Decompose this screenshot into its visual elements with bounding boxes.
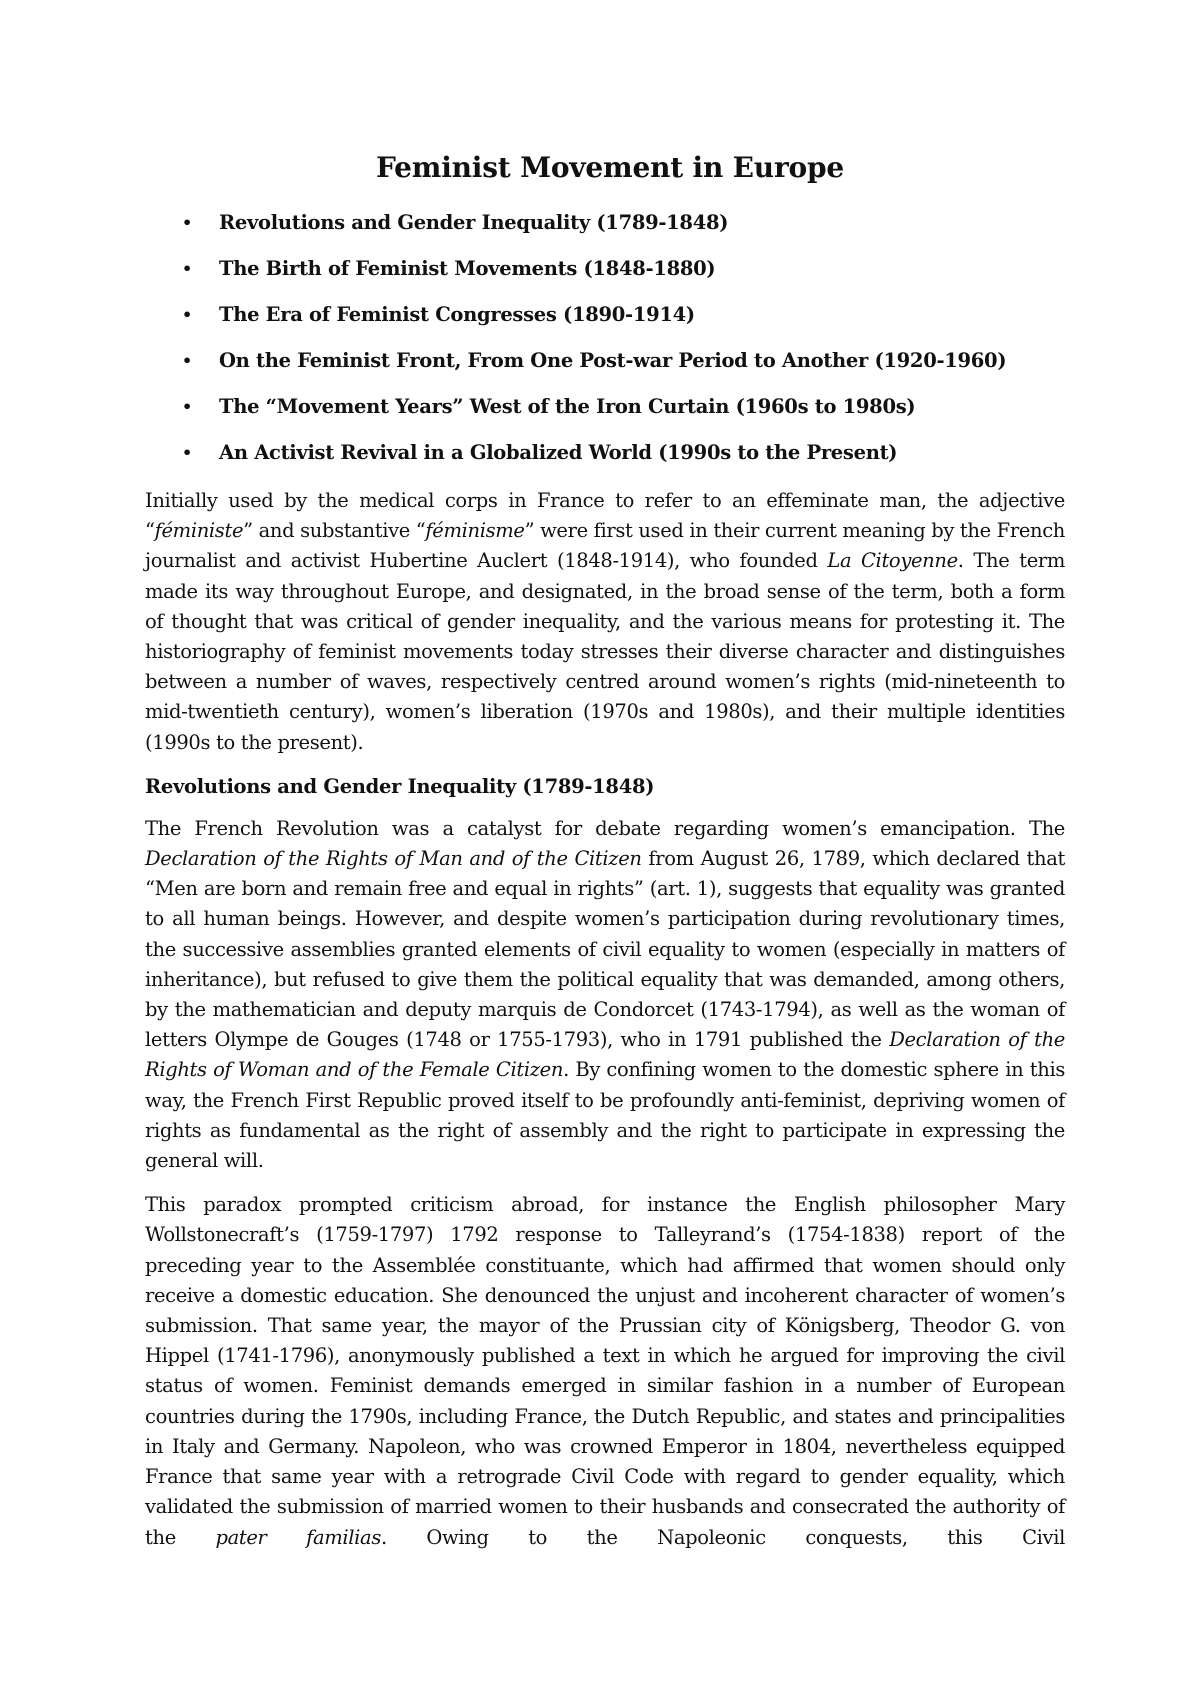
- bullet-icon: •: [182, 443, 192, 462]
- para1-text-1: The French Revolution was a catalyst for debate regarding women’s emancipation. The: [145, 816, 1065, 840]
- intro-italic-feminisme: féminisme: [425, 519, 525, 543]
- table-of-contents: [145, 200, 1065, 476]
- bullet-icon: •: [182, 351, 192, 370]
- intro-italic-la-citoyenne: La Citoyenne: [827, 549, 958, 573]
- bullet-icon: •: [182, 259, 192, 278]
- toc-item-label: The Birth of Feminist Movements (1848-1880): [219, 257, 716, 280]
- toc-item[interactable]: [145, 200, 1065, 246]
- document-page: [145, 150, 1065, 1567]
- para1-text-2: from August 26, 1789, which declared that “Men are born and remain free and equal in rights” (art. 1), suggests that equality was granted to all human beings. However, and despite women’s participation during revolutionary times, the successive assemblies granted elements of civil equality to women (especially in matters of inheritance), but refused to give them the political equality that was demanded, among others, by the mathematician and deputy marquis de Condorcet (1743-1794), as well as the woman of letters Olympe de Gouges (1748 or 1755-1793), who in 1791 published the: [145, 847, 1066, 1052]
- toc-item[interactable]: [145, 246, 1065, 292]
- intro-paragraph: [145, 486, 1065, 758]
- toc-item[interactable]: [145, 338, 1065, 384]
- para1-italic-declaration-man: Declaration of the Rights of Man and of the Citizen: [145, 847, 642, 871]
- toc-item-label: The Era of Feminist Congresses (1890-1914): [219, 303, 695, 326]
- para1-italic-declaration-woman: Declaration of the Rights of Woman and of the Female Citizen: [145, 1028, 1065, 1082]
- toc-item-label: On the Feminist Front, From One Post-war Period to Another (1920-1960): [219, 349, 1007, 372]
- section-paragraph-2: [145, 1190, 1065, 1552]
- para2-text-1: This paradox prompted criticism abroad, for instance the English philosopher Mary Wollstonecraft’s (1759-1797) 1792 response to Talleyrand’s (1754-1838) report of the preceding year to the Assemblée constituante, which had affirmed that women should only receive a domestic education. She denounced the unjust and incoherent character of women’s submission. That same year, the mayor of the Prussian city of Königsberg, Theodor G. von Hippel (1741-1796), anonymously published a text in which he argued for improving the civil status of women. Feminist demands emerged in similar fashion in a number of European countries during the 1790s, including France, the Dutch Republic, and states and principalities in Italy and Germany. Napoleon, who was crowned Emperor in 1804, nevertheless equipped France that same year with a retrograde Civil Code with regard to gender equality, which validated the submission of married women to their husbands and consecrated the authority of the: [145, 1193, 1065, 1549]
- intro-italic-feministe: féministe: [154, 519, 244, 543]
- para2-italic-pater-familias: pater familias: [215, 1525, 381, 1549]
- para1-text-3: . By confining women to the domestic sphere in this way, the French First Republic proved itself to be profoundly anti-feminist, depriving women of rights as fundamental as the right of assembly and the right to participate in expressing the general will.: [145, 1058, 1065, 1173]
- intro-text-4: . The term made its way throughout Europe, and designated, in the broad sense of the term, both a form of thought that was critical of gender inequality, and the various means for protesting it. The historiography of feminist movements today stresses their diverse character and distinguishes between a number of waves, respectively centred around women’s rights (mid-nineteenth to mid-twentieth century), women’s liberation (1970s and 1980s), and their multiple identities (1990s to the present).: [145, 549, 1066, 754]
- intro-text-3: ” were first used in their current meaning by the French journalist and activist Hubertine Auclert (1848-1914), who founded: [145, 519, 1066, 573]
- bullet-icon: •: [182, 213, 192, 232]
- bullet-icon: •: [182, 397, 192, 416]
- toc-item-label: Revolutions and Gender Inequality (1789-1848): [219, 211, 729, 234]
- toc-item-label: The “Movement Years” West of the Iron Curtain (1960s to 1980s): [219, 395, 916, 418]
- section-paragraph-1: [145, 814, 1065, 1176]
- toc-item[interactable]: [145, 384, 1065, 430]
- intro-text-2: ” and substantive “: [243, 519, 426, 543]
- toc-item[interactable]: [145, 292, 1065, 338]
- intro-text-1: Initially used by the medical corps in France to refer to an effeminate man, the adjective “: [145, 489, 1065, 543]
- bullet-icon: •: [182, 305, 192, 324]
- para2-text-2: . Owing to the Napoleonic conquests, this Civil: [380, 1525, 1065, 1549]
- document-title: Feminist Movement in Europe: [376, 151, 844, 184]
- toc-item-label: An Activist Revival in a Globalized World (1990s to the Present): [219, 441, 898, 464]
- section-heading: Revolutions and Gender Inequality (1789-1848): [145, 774, 655, 798]
- toc-item[interactable]: [145, 430, 1065, 476]
